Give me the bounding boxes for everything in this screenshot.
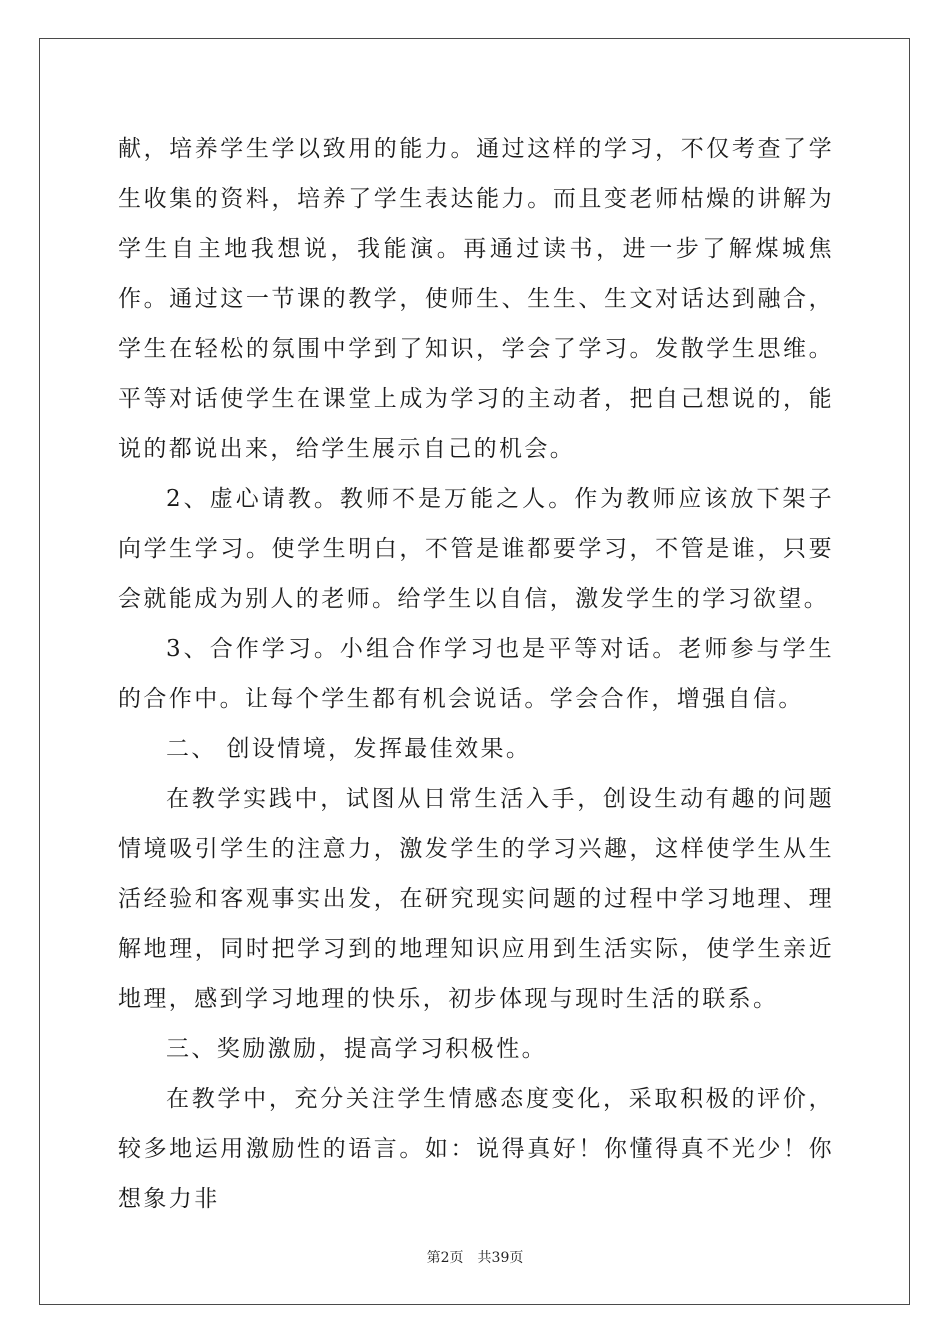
paragraph: 3、合作学习。小组合作学习也是平等对话。老师参与学生的合作中。让每个学生都有机会说话。学会合作，增强自信。: [118, 636, 834, 712]
paragraph: 2、虚心请教。教师不是万能之人。作为教师应该放下架子向学生学习。使学生明白，不管是谁都要学习，不管是谁，只要会就能成为别人的老师。给学生以自信，激发学生的学习欲望。: [118, 486, 834, 612]
total-page-count: 共39页: [477, 1250, 524, 1266]
current-page-number: 第2页: [426, 1250, 464, 1266]
paragraph: 在教学实践中，试图从日常生活入手，创设生动有趣的问题情境吸引学生的注意力，激发学生的学习兴趣，这样使学生从生活经验和客观事实出发，在研究现实问题的过程中学习地理、理解地理，同时把学习到的地理知识应用到生活实际，使学生亲近地理，感到学习地理的快乐，初步体现与现时生活的联系。: [118, 786, 834, 1012]
paragraph: 在教学中，充分关注学生情感态度变化，采取积极的评价，较多地运用激励性的语言。如：说得真好！你懂得真不光少！你想象力非: [118, 1086, 834, 1212]
document-body: [118, 124, 834, 1224]
page-footer: [0, 1247, 950, 1267]
section-heading: 三、奖励激励，提高学习积极性。: [166, 1036, 547, 1062]
paragraph: 献，培养学生学以致用的能力。通过这样的学习，不仅考查了学生收集的资料，培养了学生表达能力。而且变老师枯燥的讲解为学生自主地我想说，我能演。再通过读书，进一步了解煤城焦作。通过这一节课的教学，使师生、生生、生文对话达到融合，学生在轻松的氛围中学到了知识，学会了学习。发散学生思维。平等对话使学生在课堂上成为学习的主动者，把自己想说的，能说的都说出来，给学生展示自己的机会。: [118, 136, 834, 462]
section-heading: 二、 创设情境，发挥最佳效果。: [166, 736, 532, 762]
